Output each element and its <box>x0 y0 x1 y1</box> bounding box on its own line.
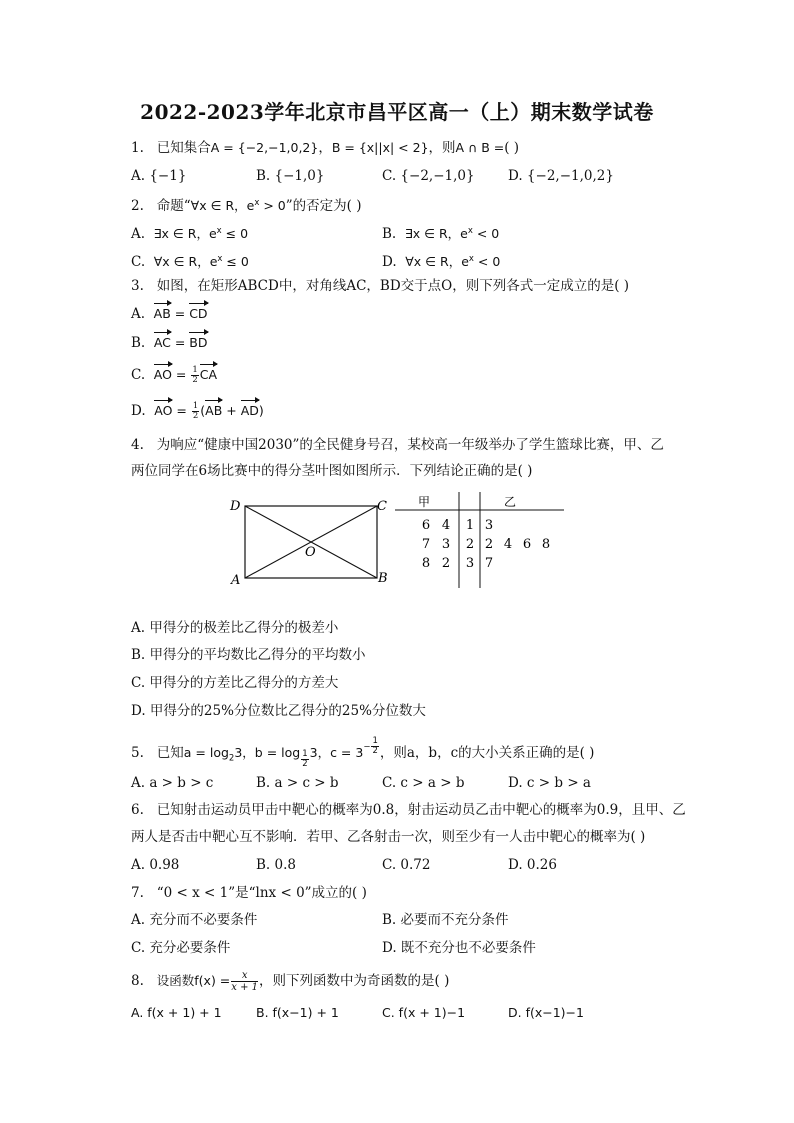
q1-option-a[interactable]: A. {−1} <box>131 168 187 184</box>
rectangle-abcd-figure <box>225 494 395 589</box>
leaf-right: 6 <box>522 537 532 552</box>
q6-option-d[interactable]: D. 0.26 <box>508 857 557 873</box>
question-number: 3. <box>131 278 144 294</box>
header-yi: 乙 <box>503 495 517 509</box>
q1-option-d[interactable]: D. {−2,−1,0,2} <box>508 168 614 184</box>
leaf-left: 6 <box>421 518 431 533</box>
q4-option-d[interactable]: D. 甲得分的25%分位数比乙得分的25%分位数大 <box>131 703 426 719</box>
q5-option-c[interactable]: C. c > a > b <box>382 775 465 791</box>
question-1: 1. 已知集合A = {−2,−1,0,2}，B = {x||x| < 2}，则A ∩ B =( ) <box>131 140 520 156</box>
leaf-left: 4 <box>441 518 451 533</box>
q3-option-b[interactable]: B. AC = BD <box>131 335 208 351</box>
question-6: 6. 已知射击运动员甲击中靶心的概率为0.8，射击运动员乙击中靶心的概率为0.9，且甲、乙 <box>131 802 686 818</box>
question-number: 7. <box>131 885 144 901</box>
question-number: 8. <box>131 973 144 989</box>
vertex-c-label: C <box>377 499 387 514</box>
question-number: 5. <box>131 745 144 761</box>
q5-option-d[interactable]: D. c > b > a <box>508 775 591 791</box>
leaf-right: 2 <box>484 537 494 552</box>
leaf-right: 3 <box>484 518 494 533</box>
q4-option-b[interactable]: B. 甲得分的平均数比乙得分的平均数小 <box>131 647 366 663</box>
question-4-line-2: 两位同学在6场比赛中的得分茎叶图如图所示．下列结论正确的是( ) <box>131 463 533 479</box>
question-5: 5. 已知$a = \log_23$，b = log $\frac{1}{2}$ 3，c = 3− $\frac{1}{2}$ ，则a，b，c的大小关系正确的是( ) <box>131 736 595 769</box>
q5-option-a[interactable]: A. a > b > c <box>131 775 214 791</box>
question-number: 1. <box>131 140 144 156</box>
exam-title: 2022-2023学年北京市昌平区高一（上）期末数学试卷 <box>140 100 654 124</box>
q8-option-b[interactable]: B. f(x−1) + 1 <box>256 1005 339 1020</box>
q6-option-c[interactable]: C. 0.72 <box>382 857 431 873</box>
leaf-left: 7 <box>421 537 431 552</box>
q8-option-d[interactable]: D. f(x−1)−1 <box>508 1005 584 1020</box>
leaf-right: 8 <box>541 537 551 552</box>
q7-option-b[interactable]: B. 必要而不充分条件 <box>382 912 509 928</box>
q2-option-c[interactable]: C. ∀x ∈ R，$e^x \le 0$ <box>131 254 249 271</box>
question-2: 2. 命题“∀x ∈ R，$e^x > 0$”的否定为( ) <box>131 198 362 215</box>
q6-option-a[interactable]: A. 0.98 <box>131 857 180 873</box>
q6-option-b[interactable]: B. 0.8 <box>256 857 296 873</box>
leaf-left: 3 <box>441 537 451 552</box>
stem-leaf-plot <box>392 490 572 590</box>
q3-option-a[interactable]: A. AB = CD <box>131 306 208 322</box>
q3-option-d[interactable]: D. AO = $\frac{1}{2}$ (AB + AD) <box>131 401 264 421</box>
leaf-left: 2 <box>441 556 451 571</box>
stem: 2 <box>465 537 475 552</box>
vertex-b-label: B <box>378 571 388 586</box>
q2-option-d[interactable]: D. ∀x ∈ R，$e^x < 0$ <box>382 254 501 271</box>
q7-option-a[interactable]: A. 充分而不必要条件 <box>131 912 258 928</box>
leaf-right: 4 <box>503 537 513 552</box>
q1-option-c[interactable]: C. {−2,−1,0} <box>382 168 475 184</box>
question-4: 4. 为响应“健康中国2030”的全民健身号召，某校高一年级举办了学生篮球比赛，甲、乙 <box>131 437 664 453</box>
q5-option-b[interactable]: B. a > c > b <box>256 775 339 791</box>
q3-option-c[interactable]: C. AO = $\frac{1}{2}$ CA <box>131 365 218 385</box>
q4-option-a[interactable]: A. 甲得分的极差比乙得分的极差小 <box>131 620 339 636</box>
leaf-left: 8 <box>421 556 431 571</box>
q1-option-b[interactable]: B. {−1,0} <box>256 168 325 184</box>
vertex-a-label: A <box>231 573 241 588</box>
q7-option-c[interactable]: C. 充分必要条件 <box>131 940 231 956</box>
center-o-label: O <box>305 545 316 560</box>
stem: 3 <box>465 556 475 571</box>
q8-option-c[interactable]: C. f(x + 1)−1 <box>382 1005 466 1020</box>
question-number: 4. <box>131 437 144 453</box>
question-6-line-2: 两人是否击中靶心互不影响．若甲、乙各射击一次，则至少有一人击中靶心的概率为( ) <box>131 829 646 845</box>
question-3: 3. 如图，在矩形ABCD中，对角线AC，BD交于点O，则下列各式一定成立的是( ) <box>131 278 630 294</box>
q2-option-b[interactable]: B. ∃x ∈ R，$e^x < 0$ <box>382 226 500 243</box>
leaf-right: 7 <box>484 556 494 571</box>
q8-option-a[interactable]: A. f(x + 1) + 1 <box>131 1005 222 1020</box>
stem: 1 <box>465 518 475 533</box>
question-8: 8. 设函数f(x) = $\frac{x}{x + 1}$ ，则下列函数中为奇函数的是( ) <box>131 970 450 993</box>
set-b: B = {x||x| < 2} <box>331 140 429 155</box>
question-number: 6. <box>131 802 144 818</box>
header-jia: 甲 <box>417 495 431 509</box>
q4-option-c[interactable]: C. 甲得分的方差比乙得分的方差大 <box>131 675 339 691</box>
question-number: 2. <box>131 198 144 215</box>
set-a: A = {−2,−1,0,2} <box>210 140 319 155</box>
vertex-d-label: D <box>230 499 241 514</box>
q7-option-d[interactable]: D. 既不充分也不必要条件 <box>382 940 536 956</box>
question-7: 7. “0 < x < 1”是“lnx < 0”成立的( ) <box>131 885 367 901</box>
q2-option-a[interactable]: A. ∃x ∈ R，$e^x \le 0$ <box>131 226 249 243</box>
